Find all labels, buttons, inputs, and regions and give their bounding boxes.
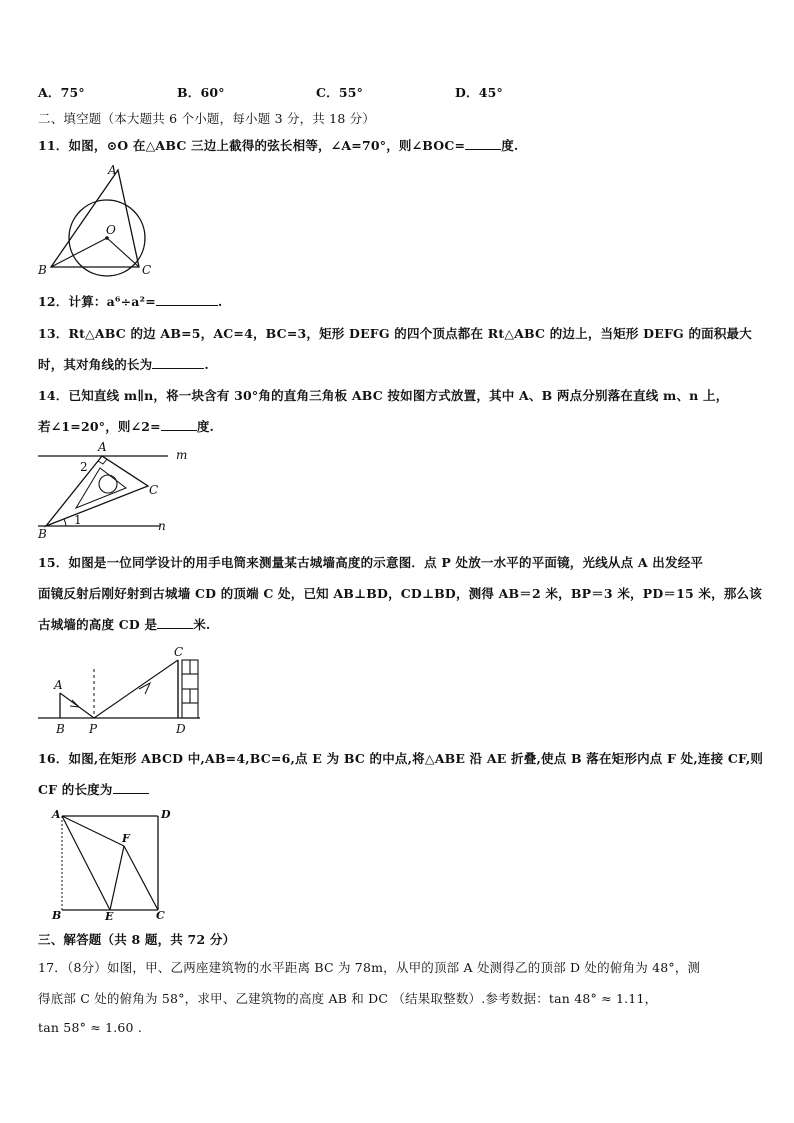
q11-label-b: B xyxy=(38,263,47,277)
q13-answer-blank xyxy=(152,356,204,369)
q12-stem: 12．计算：a⁶÷a²= xyxy=(38,294,156,309)
q11-stem: 11．如图，⊙O 在△ABC 三边上截得的弦长相等，∠A=70°，则∠BOC= xyxy=(38,138,466,153)
q15-stem: 古城墙的高度 CD 是 xyxy=(38,617,158,632)
q15-line-3 xyxy=(38,615,210,633)
q16-label-f: F xyxy=(122,832,130,845)
section-2-header: 二、填空题（本大题共 6 个小题，每小题 3 分，共 18 分） xyxy=(38,111,376,126)
q15-figure xyxy=(36,645,206,740)
q11-figure xyxy=(36,160,156,280)
q15-answer-blank xyxy=(157,616,193,629)
q16-label-a: A xyxy=(52,808,61,821)
q10-option-b: B．60° xyxy=(177,85,225,100)
q16-line-1: 16．如图,在矩形 ABCD 中,AB=4,BC=6,点 E 为 BC 的中点,将△ABE 沿 AE 折叠,使点 B 落在矩形内点 F 处,连接 CF,则 xyxy=(38,751,764,766)
q16-label-b: B xyxy=(52,909,62,922)
q14-answer-blank xyxy=(161,418,197,431)
q15-line-1: 15．如图是一位同学设计的用手电筒来测量某古城墙高度的示意图．点 P 处放一水平的平面镜，光线从点 A 出发经平 xyxy=(38,555,704,570)
section-3-header: 三、解答题（共 8 题，共 72 分） xyxy=(38,932,236,947)
q15-label-p: P xyxy=(89,722,98,736)
q10-option-a: A．75° xyxy=(38,85,85,100)
q16-label-e: E xyxy=(105,910,114,923)
q16-segment-fe xyxy=(110,846,124,910)
q14-line-2 xyxy=(38,417,214,435)
q12-stem-end: . xyxy=(217,294,223,309)
q15-stem-end: 米. xyxy=(193,617,211,632)
q10-options xyxy=(38,83,503,101)
q14-label-b: B xyxy=(38,527,47,541)
q16-answer-blank xyxy=(113,781,149,794)
q13-stem-end: . xyxy=(204,357,209,372)
q14-set-square-outer xyxy=(46,456,148,526)
q14-line-1: 14．已知直线 m∥n，将一块含有 30°角的直角三角板 ABC 按如图方式放置，其中 A、B 两点分别落在直线 m、n 上， xyxy=(38,388,729,403)
q11-triangle xyxy=(51,170,139,267)
q15-line-2: 面镜反射后刚好射到古城墙 CD 的顶端 C 处，已知 AB⊥BD，CD⊥BD，测得 AB＝2 米，BP＝3 米，PD＝15 米，那么该 xyxy=(38,586,762,601)
q14-figure xyxy=(36,440,196,540)
q14-stem: 若∠1=20°，则∠2= xyxy=(38,419,161,434)
q14-angle-1-arc xyxy=(64,519,66,526)
q11-label-o: O xyxy=(106,223,116,237)
q15-label-d: D xyxy=(176,722,186,736)
q15-wall-bricks xyxy=(182,660,198,718)
q14-set-square-hole xyxy=(99,475,117,493)
q16-segment-ae xyxy=(62,816,110,910)
q14-label-1: 1 xyxy=(74,513,82,527)
q16-segment-fc xyxy=(124,846,158,910)
q15-label-a: A xyxy=(54,678,63,692)
q16-segment-af xyxy=(62,816,124,846)
q14-label-n: n xyxy=(158,519,166,533)
q11-label-c: C xyxy=(142,263,152,277)
q13-line-1: 13．Rt△ABC 的边 AB=5，AC=4，BC=3，矩形 DEFG 的四个顶点都在 Rt△ABC 的边上，当矩形 DEFG 的面积最大 xyxy=(38,326,752,341)
q11-text xyxy=(38,136,518,154)
q16-label-c: C xyxy=(156,909,165,922)
q10-option-d: D．45° xyxy=(455,85,503,100)
q11-label-a: A xyxy=(108,163,117,177)
q15-label-c: C xyxy=(174,645,184,659)
q10-option-c: C．55° xyxy=(316,85,364,100)
q17-line-3: tan 58° ≈ 1.60 . xyxy=(38,1020,143,1035)
q11-answer-blank xyxy=(465,137,501,150)
q11-stem-end: 度. xyxy=(501,138,519,153)
q16-label-d: D xyxy=(161,808,171,821)
q17-line-2: 得底部 C 处的俯角为 58°，求甲、乙建筑物的高度 AB 和 DC （结果取整数）.参考数据：tan 48° ≈ 1.11， xyxy=(38,991,658,1006)
q14-set-square-inner xyxy=(76,468,126,508)
q12-answer-blank xyxy=(156,293,218,306)
q13-line-2 xyxy=(38,355,209,373)
q16-stem: CF 的长度为 xyxy=(38,782,113,797)
q14-label-c: C xyxy=(149,483,159,497)
q12-text xyxy=(38,292,222,310)
q14-label-a: A xyxy=(98,440,107,454)
q15-reflected-arrow xyxy=(139,683,150,694)
q13-stem: 时，其对角线的长为 xyxy=(38,357,153,372)
q15-label-b: B xyxy=(56,722,65,736)
q14-label-2: 2 xyxy=(80,460,88,474)
q16-line-2 xyxy=(38,780,149,798)
q14-stem-end: 度. xyxy=(196,419,215,434)
q14-label-m: m xyxy=(176,448,188,462)
q17-line-1: 17．（8分）如图，甲、乙两座建筑物的水平距离 BC 为 78m，从甲的顶部 A 处测得乙的顶部 D 处的俯角为 48°，测 xyxy=(38,960,701,975)
q16-figure xyxy=(50,806,190,921)
q15-reflected-ray xyxy=(94,660,178,718)
q11-ob xyxy=(51,238,107,267)
